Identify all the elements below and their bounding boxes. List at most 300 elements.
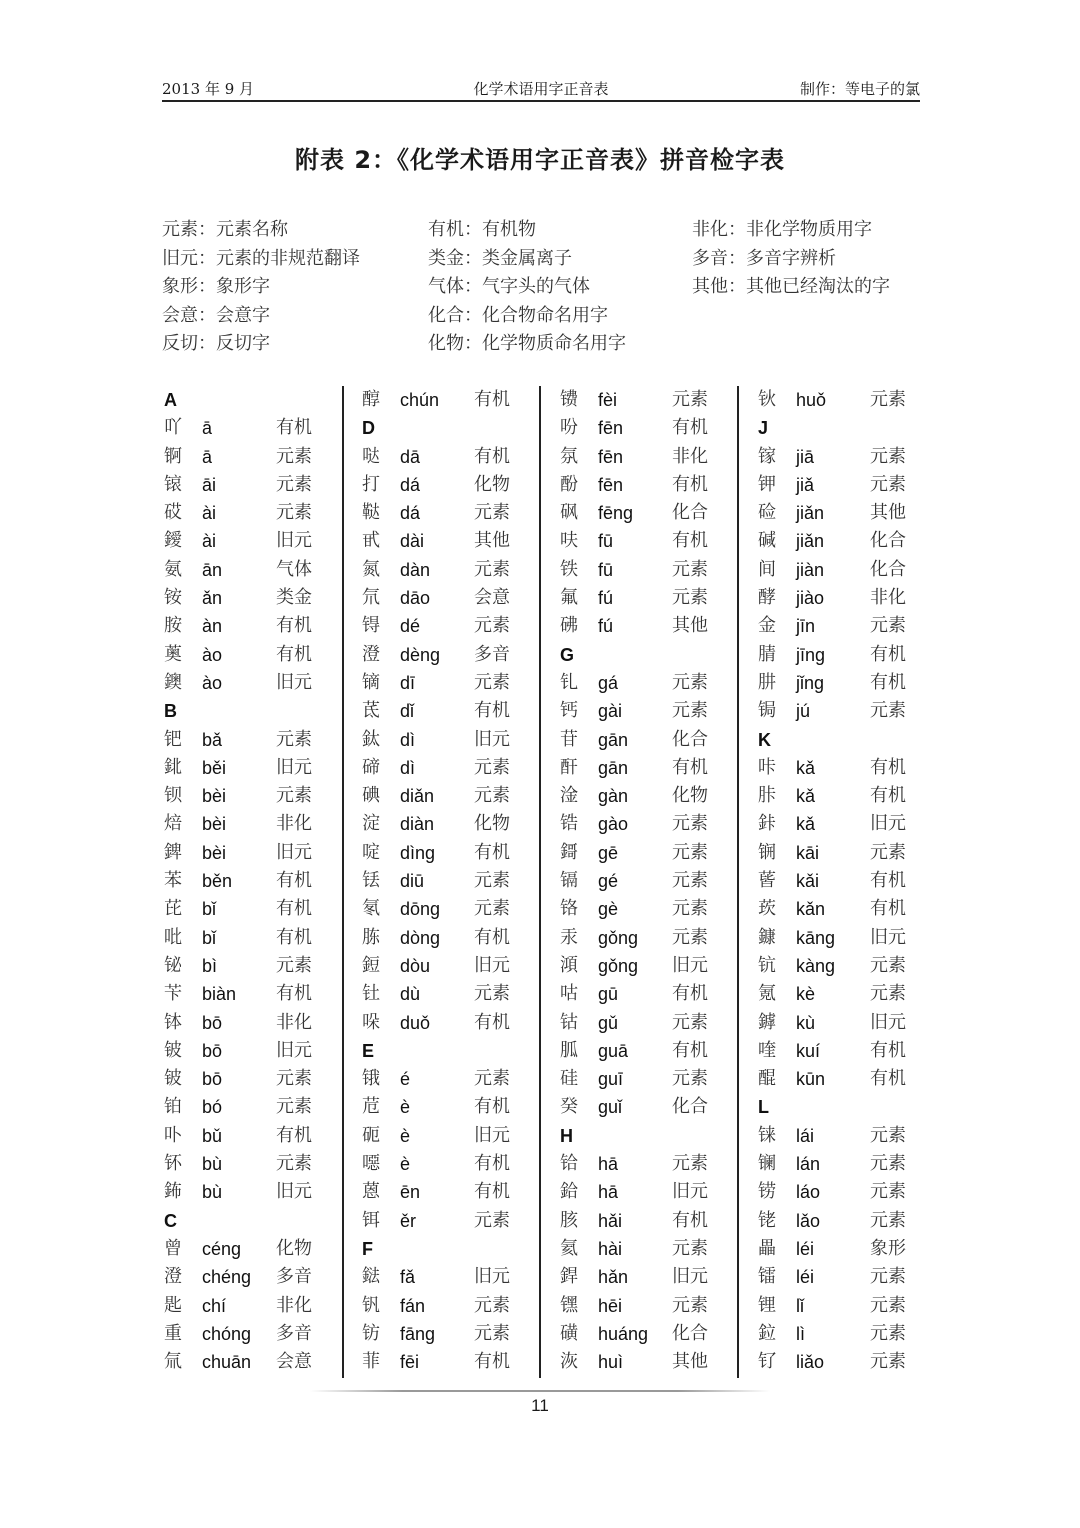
index-entry bbox=[756, 867, 934, 895]
header-title: 化学术语用字正音表 bbox=[473, 80, 609, 98]
entry-pinyin: kàng bbox=[796, 955, 836, 976]
entry-pinyin: ài bbox=[202, 503, 217, 524]
index-entry bbox=[756, 1037, 934, 1065]
letter-heading bbox=[360, 1235, 538, 1263]
entry-character: 鉲 bbox=[758, 813, 776, 835]
entry-character: 曾 bbox=[164, 1237, 182, 1259]
entry-pinyin: bù bbox=[202, 1154, 223, 1175]
index-entry bbox=[360, 1348, 538, 1376]
entry-character: 钌 bbox=[758, 1351, 776, 1373]
entry-pinyin: jiǎ bbox=[796, 474, 815, 495]
entry-pinyin: kǎn bbox=[796, 899, 826, 920]
entry-character: 莰 bbox=[758, 898, 776, 920]
entry-pinyin: ǎn bbox=[202, 588, 223, 609]
entry-character: 碘 bbox=[362, 785, 380, 807]
entry-character: 苄 bbox=[164, 983, 182, 1005]
index-entry bbox=[756, 556, 934, 584]
entry-pinyin: běi bbox=[202, 757, 227, 778]
entry-character: 畾 bbox=[758, 1237, 776, 1259]
header-date: 2013 年 9 月 bbox=[162, 80, 255, 98]
entry-character: 钯 bbox=[164, 728, 182, 750]
entry-pinyin: hǎi bbox=[598, 1210, 623, 1231]
index-entry bbox=[756, 754, 934, 782]
entry-pinyin: è bbox=[400, 1154, 411, 1175]
entry-character: 癸 bbox=[560, 1096, 578, 1118]
index-entry bbox=[756, 471, 934, 499]
index-entry bbox=[756, 1009, 934, 1037]
entry-character: 钵 bbox=[164, 1011, 182, 1033]
entry-category: 旧元 bbox=[672, 954, 708, 976]
entry-category: 有机 bbox=[474, 445, 510, 467]
entry-pinyin: guī bbox=[598, 1069, 624, 1090]
index-entry bbox=[360, 1009, 538, 1037]
entry-pinyin: kǎi bbox=[796, 871, 820, 892]
section-letter: C bbox=[164, 1210, 177, 1231]
legend-item: 气体：气字头的气体 bbox=[428, 276, 590, 297]
entry-character: 砜 bbox=[560, 502, 578, 524]
legend-item: 多音：多音字辨析 bbox=[692, 247, 836, 269]
entry-character: 吖 bbox=[164, 417, 182, 439]
entry-category: 有机 bbox=[870, 1068, 906, 1090]
entry-character: 打 bbox=[362, 473, 380, 495]
entry-character: 钡 bbox=[164, 785, 182, 807]
entry-character: 哚 bbox=[362, 1011, 380, 1033]
entry-category: 多音 bbox=[474, 643, 510, 665]
index-entry bbox=[558, 726, 736, 754]
entry-pinyin: fēn bbox=[598, 474, 624, 495]
index-entry bbox=[558, 386, 736, 414]
entry-category: 元素 bbox=[672, 1237, 708, 1259]
entry-category: 旧元 bbox=[474, 728, 510, 750]
index-entry bbox=[756, 980, 934, 1008]
entry-category: 有机 bbox=[672, 1039, 708, 1061]
index-entry bbox=[558, 980, 736, 1008]
entry-pinyin: kāng bbox=[796, 927, 836, 948]
entry-category: 元素 bbox=[870, 1266, 906, 1288]
entry-category: 元素 bbox=[672, 1294, 708, 1316]
entry-category: 元素 bbox=[276, 728, 312, 750]
entry-category: 有机 bbox=[474, 389, 510, 410]
entry-character: 酵 bbox=[758, 587, 776, 609]
entry-character: 噁 bbox=[362, 1153, 380, 1175]
entry-character: 苊 bbox=[362, 1096, 380, 1118]
entry-character: 钚 bbox=[164, 1153, 182, 1175]
index-entry bbox=[162, 443, 340, 471]
entry-character: 蒈 bbox=[758, 870, 776, 892]
entry-pinyin: bǎ bbox=[202, 729, 223, 750]
index-entry bbox=[558, 1320, 736, 1348]
entry-category: 多音 bbox=[276, 1266, 312, 1288]
entry-character: 鈦 bbox=[362, 728, 380, 750]
entry-pinyin: láo bbox=[796, 1182, 821, 1203]
entry-category: 旧元 bbox=[474, 954, 510, 976]
legend-item: 化合：化合物命名用字 bbox=[428, 304, 608, 326]
entry-character: 鏮 bbox=[758, 926, 776, 948]
entry-character: 胨 bbox=[362, 926, 380, 948]
entry-character: 胩 bbox=[758, 785, 776, 807]
entry-character: 碱 bbox=[758, 530, 776, 552]
index-entry bbox=[756, 499, 934, 527]
letter-heading bbox=[360, 1037, 538, 1065]
entry-character: 镓 bbox=[758, 445, 776, 467]
entry-character: 腈 bbox=[758, 643, 776, 665]
entry-category: 元素 bbox=[474, 1294, 510, 1316]
entry-character: 氮 bbox=[362, 558, 380, 580]
letter-heading bbox=[756, 1093, 934, 1121]
index-entry bbox=[756, 1263, 934, 1291]
entry-category: 元素 bbox=[870, 389, 906, 410]
entry-character: 铁 bbox=[560, 558, 578, 580]
entry-character: 鎶 bbox=[560, 841, 578, 863]
entry-category: 气体 bbox=[276, 558, 312, 580]
entry-character: 醇 bbox=[362, 389, 380, 410]
entry-category: 旧元 bbox=[276, 530, 312, 552]
entry-pinyin: bō bbox=[202, 1040, 223, 1061]
entry-character: 酐 bbox=[560, 756, 578, 778]
entry-character: 锆 bbox=[560, 813, 578, 835]
entry-pinyin: bō bbox=[202, 1069, 223, 1090]
entry-pinyin: guǐ bbox=[598, 1097, 623, 1118]
entry-category: 化合 bbox=[870, 558, 906, 580]
entry-character: 铑 bbox=[758, 1209, 776, 1231]
legend-item: 化物：化学物质命名用字 bbox=[428, 333, 626, 354]
index-entry bbox=[558, 1065, 736, 1093]
entry-category: 元素 bbox=[672, 898, 708, 920]
index-entry bbox=[558, 471, 736, 499]
section-letter: L bbox=[758, 1097, 769, 1118]
entry-character: 啶 bbox=[362, 841, 380, 863]
entry-category: 有机 bbox=[870, 643, 906, 665]
entry-character: 镝 bbox=[362, 671, 380, 693]
index-entry bbox=[162, 1292, 340, 1320]
index-entry bbox=[162, 810, 340, 838]
index-entry bbox=[162, 1320, 340, 1348]
index-column-1 bbox=[162, 386, 340, 1376]
entry-character: 銲 bbox=[560, 1266, 578, 1288]
entry-pinyin: fēn bbox=[598, 418, 624, 439]
entry-pinyin: gé bbox=[598, 871, 619, 892]
entry-category: 有机 bbox=[276, 1124, 312, 1146]
index-entry bbox=[162, 726, 340, 754]
index-entry bbox=[558, 782, 736, 810]
entry-category: 元素 bbox=[474, 756, 510, 778]
section-letter: E bbox=[362, 1040, 375, 1061]
index-entry bbox=[360, 924, 538, 952]
index-entry bbox=[360, 810, 538, 838]
index-entry bbox=[558, 414, 736, 442]
index-entry bbox=[162, 414, 340, 442]
index-entry bbox=[162, 556, 340, 584]
entry-character: 鑀 bbox=[164, 530, 182, 552]
entry-pinyin: bǔ bbox=[202, 1125, 223, 1146]
entry-category: 元素 bbox=[870, 1153, 906, 1175]
index-entry bbox=[162, 754, 340, 782]
entry-character: 氪 bbox=[758, 983, 776, 1005]
entry-category: 旧元 bbox=[276, 1181, 312, 1203]
entry-category: 旧元 bbox=[672, 1266, 708, 1288]
entry-character: 镄 bbox=[560, 389, 578, 410]
entry-category: 元素 bbox=[276, 1068, 312, 1090]
entry-character: 氛 bbox=[560, 445, 578, 467]
entry-character: 氨 bbox=[164, 558, 182, 580]
entry-pinyin: dā bbox=[400, 446, 421, 467]
entry-pinyin: fú bbox=[598, 588, 614, 609]
index-entry bbox=[360, 754, 538, 782]
index-entry bbox=[360, 1292, 538, 1320]
entry-pinyin: fū bbox=[598, 559, 614, 580]
entry-category: 旧元 bbox=[870, 1011, 906, 1033]
index-entry bbox=[558, 754, 736, 782]
entry-pinyin: fán bbox=[400, 1295, 426, 1316]
entry-character: 铍 bbox=[164, 1039, 182, 1061]
entry-category: 有机 bbox=[474, 1096, 510, 1118]
entry-character: 钙 bbox=[560, 700, 578, 722]
entry-character: 匙 bbox=[164, 1294, 182, 1316]
letter-heading bbox=[162, 1207, 340, 1235]
index-entry bbox=[162, 1150, 340, 1178]
entry-pinyin: lì bbox=[796, 1323, 805, 1344]
entry-pinyin: gān bbox=[598, 757, 629, 778]
entry-category: 元素 bbox=[276, 473, 312, 495]
entry-category: 旧元 bbox=[870, 926, 906, 948]
entry-category: 元素 bbox=[474, 898, 510, 920]
entry-category: 元素 bbox=[474, 870, 510, 892]
entry-character: 钫 bbox=[362, 1322, 380, 1344]
entry-category: 旧元 bbox=[672, 1181, 708, 1203]
index-entry bbox=[162, 612, 340, 640]
entry-pinyin: huáng bbox=[598, 1323, 649, 1344]
entry-pinyin: kè bbox=[796, 984, 816, 1005]
entry-category: 有机 bbox=[672, 530, 708, 552]
index-entry bbox=[756, 1292, 934, 1320]
entry-pinyin: diǎn bbox=[400, 786, 435, 807]
entry-character: 氡 bbox=[362, 898, 380, 920]
entry-character: 喹 bbox=[758, 1039, 776, 1061]
index-entry bbox=[360, 499, 538, 527]
index-entry bbox=[162, 641, 340, 669]
entry-category: 非化 bbox=[870, 587, 906, 609]
index-entry bbox=[162, 895, 340, 923]
index-entry bbox=[756, 1178, 934, 1206]
entry-category: 元素 bbox=[870, 954, 906, 976]
entry-pinyin: kǎ bbox=[796, 786, 816, 807]
index-entry bbox=[360, 782, 538, 810]
entry-character: 磺 bbox=[560, 1322, 578, 1344]
entry-character: 镉 bbox=[560, 870, 578, 892]
entry-pinyin: ào bbox=[202, 672, 223, 693]
entry-category: 有机 bbox=[276, 983, 312, 1005]
entry-character: 铂 bbox=[164, 1096, 182, 1118]
legend-item: 非化：非化学物质用字 bbox=[692, 219, 872, 240]
entry-category: 非化 bbox=[276, 813, 312, 835]
entry-character: 苷 bbox=[560, 728, 578, 750]
entry-pinyin: gǒng bbox=[598, 955, 639, 976]
entry-pinyin: jiàn bbox=[796, 559, 825, 580]
index-entry bbox=[756, 1122, 934, 1150]
entry-pinyin: gè bbox=[598, 899, 619, 920]
entry-pinyin: ào bbox=[202, 644, 223, 665]
entry-character: 胍 bbox=[560, 1039, 578, 1061]
index-entry bbox=[162, 867, 340, 895]
entry-character: 金 bbox=[758, 615, 776, 637]
entry-character: 间 bbox=[758, 558, 776, 580]
entry-pinyin: āi bbox=[202, 474, 217, 495]
index-entry bbox=[162, 1348, 340, 1376]
index-entry bbox=[558, 527, 736, 555]
entry-pinyin: dī bbox=[400, 672, 416, 693]
entry-category: 有机 bbox=[474, 1351, 510, 1373]
index-entry bbox=[360, 443, 538, 471]
entry-category: 元素 bbox=[474, 615, 510, 637]
entry-category: 元素 bbox=[672, 841, 708, 863]
index-entry bbox=[558, 1292, 736, 1320]
entry-character: 铒 bbox=[362, 1209, 380, 1231]
legend-item: 旧元：元素的非规范翻译 bbox=[162, 247, 360, 269]
entry-pinyin: hài bbox=[598, 1238, 623, 1259]
entry-pinyin: gá bbox=[598, 672, 619, 693]
index-entry bbox=[162, 1263, 340, 1291]
entry-category: 元素 bbox=[474, 1068, 510, 1090]
entry-pinyin: fǎ bbox=[400, 1267, 416, 1288]
entry-pinyin: dòu bbox=[400, 955, 431, 976]
entry-category: 元素 bbox=[672, 671, 708, 693]
index-entry bbox=[558, 1150, 736, 1178]
index-entry bbox=[162, 584, 340, 612]
entry-pinyin: hā bbox=[598, 1182, 619, 1203]
entry-category: 有机 bbox=[474, 1181, 510, 1203]
entry-category: 非化 bbox=[672, 445, 708, 467]
entry-pinyin: jiǎn bbox=[796, 503, 825, 524]
entry-character: 钪 bbox=[758, 954, 776, 976]
entry-character: 铪 bbox=[560, 1153, 578, 1175]
entry-pinyin: jiā bbox=[796, 446, 815, 467]
entry-pinyin: bèi bbox=[202, 814, 227, 835]
entry-category: 非化 bbox=[276, 1011, 312, 1033]
index-entry bbox=[162, 1037, 340, 1065]
entry-category: 旧元 bbox=[474, 1266, 510, 1288]
entry-character: 胲 bbox=[560, 1209, 578, 1231]
entry-category: 元素 bbox=[870, 700, 906, 722]
index-column-3 bbox=[558, 386, 736, 1376]
index-entry bbox=[756, 527, 934, 555]
entry-character: 吡 bbox=[164, 926, 182, 948]
entry-category: 有机 bbox=[870, 898, 906, 920]
index-entry bbox=[162, 669, 340, 697]
index-entry bbox=[162, 980, 340, 1008]
entry-category: 有机 bbox=[474, 926, 510, 948]
footer-divider bbox=[310, 1390, 770, 1392]
entry-character: 淦 bbox=[560, 785, 578, 807]
entry-pinyin: dòng bbox=[400, 927, 441, 948]
entry-character: 锂 bbox=[758, 1294, 776, 1316]
index-entry bbox=[756, 1150, 934, 1178]
entry-character: 蒽 bbox=[362, 1181, 380, 1203]
entry-character: 卟 bbox=[164, 1124, 182, 1146]
entry-category: 其他 bbox=[870, 502, 906, 524]
entry-pinyin: gē bbox=[598, 842, 619, 863]
legend-item: 类金：类金属离子 bbox=[428, 247, 572, 269]
index-entry bbox=[756, 1207, 934, 1235]
index-entry bbox=[558, 867, 736, 895]
letter-heading bbox=[162, 386, 340, 414]
index-entry bbox=[558, 952, 736, 980]
entry-pinyin: biàn bbox=[202, 984, 237, 1005]
index-entry bbox=[558, 1037, 736, 1065]
entry-character: 铥 bbox=[362, 870, 380, 892]
index-entry bbox=[360, 1207, 538, 1235]
entry-pinyin: dài bbox=[400, 531, 425, 552]
entry-character: 镧 bbox=[758, 1153, 776, 1175]
entry-character: 鉳 bbox=[164, 756, 182, 778]
entry-pinyin: fēn bbox=[598, 446, 624, 467]
entry-character: 澒 bbox=[560, 954, 578, 976]
entry-pinyin: bì bbox=[202, 955, 218, 976]
entry-pinyin: chí bbox=[202, 1295, 227, 1316]
entry-pinyin: jīng bbox=[796, 644, 826, 665]
letter-heading bbox=[756, 414, 934, 442]
entry-character: 铬 bbox=[560, 898, 578, 920]
index-entry bbox=[162, 1009, 340, 1037]
entry-character: 氦 bbox=[560, 1237, 578, 1259]
letter-heading bbox=[756, 726, 934, 754]
entry-category: 旧元 bbox=[276, 841, 312, 863]
index-entry bbox=[360, 471, 538, 499]
section-letter: F bbox=[362, 1238, 373, 1259]
entry-character: 铹 bbox=[758, 1181, 776, 1203]
entry-character: 铼 bbox=[758, 1124, 776, 1146]
index-entry bbox=[360, 867, 538, 895]
index-entry bbox=[162, 1235, 340, 1263]
entry-category: 元素 bbox=[870, 1209, 906, 1231]
entry-pinyin: dé bbox=[400, 616, 421, 637]
index-entry bbox=[558, 810, 736, 838]
entry-character: 碲 bbox=[362, 756, 380, 778]
entry-character: 锿 bbox=[164, 473, 182, 495]
entry-pinyin: è bbox=[400, 1097, 411, 1118]
index-entry bbox=[558, 499, 736, 527]
entry-character: 咕 bbox=[560, 983, 578, 1005]
index-entry bbox=[756, 924, 934, 952]
entry-pinyin: jīn bbox=[796, 616, 816, 637]
entry-category: 元素 bbox=[870, 1351, 906, 1373]
entry-pinyin: kāi bbox=[796, 842, 820, 863]
entry-category: 多音 bbox=[276, 1322, 312, 1344]
entry-category: 元素 bbox=[276, 1096, 312, 1118]
index-column-4 bbox=[756, 386, 934, 1376]
entry-category: 旧元 bbox=[474, 1124, 510, 1146]
index-entry bbox=[360, 726, 538, 754]
legend-item: 会意：会意字 bbox=[162, 304, 270, 326]
entry-character: 钆 bbox=[560, 671, 578, 693]
entry-category: 有机 bbox=[276, 615, 312, 637]
entry-pinyin: huǒ bbox=[796, 390, 827, 410]
entry-character: 硷 bbox=[758, 502, 776, 524]
entry-character: 肼 bbox=[758, 671, 776, 693]
entry-character: 𬭶 bbox=[560, 1294, 578, 1316]
index-entry bbox=[360, 952, 538, 980]
entry-category: 象形 bbox=[870, 1237, 906, 1259]
entry-category: 元素 bbox=[672, 870, 708, 892]
entry-category: 有机 bbox=[474, 700, 510, 722]
entry-character: 锔 bbox=[758, 700, 776, 722]
entry-pinyin: fú bbox=[598, 616, 614, 637]
index-entry bbox=[360, 1122, 538, 1150]
entry-pinyin: dǐ bbox=[400, 701, 415, 722]
entry-pinyin: hēi bbox=[598, 1295, 623, 1316]
entry-character: 鉝 bbox=[758, 1322, 776, 1344]
entry-pinyin: é bbox=[400, 1069, 411, 1090]
index-entry bbox=[360, 980, 538, 1008]
